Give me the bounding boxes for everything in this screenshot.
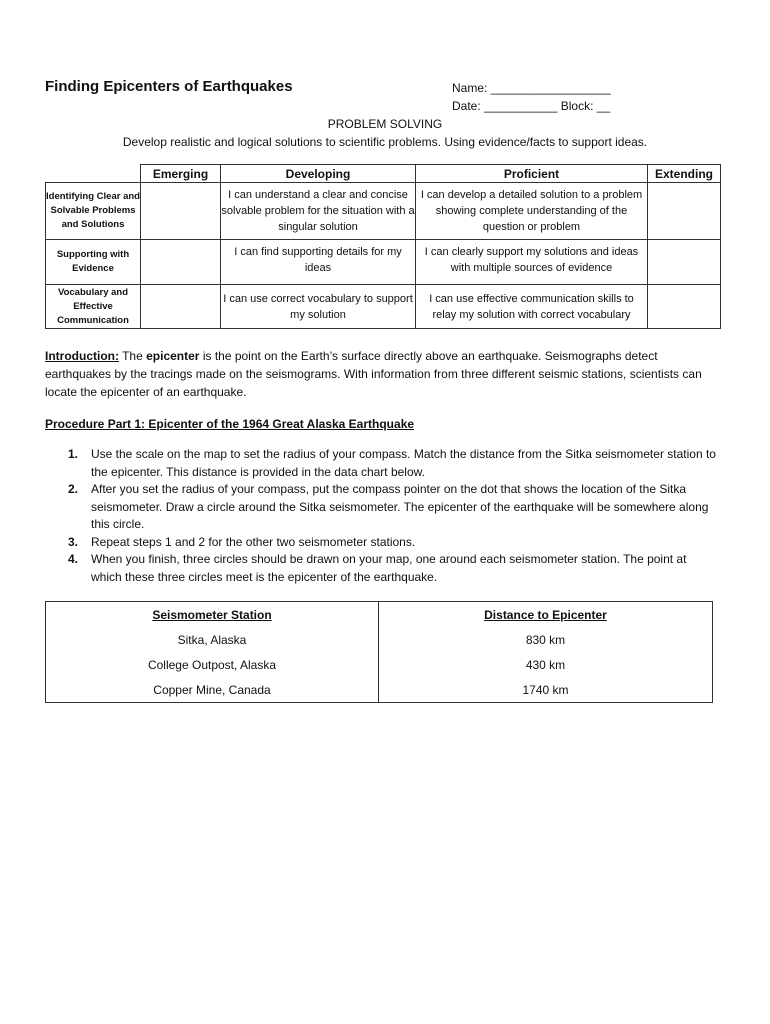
- rubric-emerging-cell: [141, 240, 221, 285]
- rubric-col-emerging: Emerging: [141, 165, 221, 183]
- rubric-proficient-cell: I can clearly support my solutions and ideas with multiple sources of evidence: [416, 240, 648, 285]
- procedure-step: [68, 481, 718, 534]
- station-column-header: Seismometer Station: [46, 602, 379, 628]
- rubric-row-label: Supporting with Evidence: [46, 240, 141, 285]
- rubric-corner-cell: [46, 165, 141, 183]
- procedure-steps-list: [68, 446, 718, 586]
- station-cell: Sitka, Alaska: [46, 627, 379, 652]
- data-table-header-row: [46, 602, 713, 628]
- procedure-step: [68, 534, 718, 552]
- procedure-step: [68, 446, 718, 481]
- rubric-table: [45, 164, 721, 329]
- rubric-emerging-cell: [141, 183, 221, 240]
- procedure-step: [68, 551, 718, 586]
- rubric-proficient-cell: I can use effective communication skills to relay my solution with correct vocabulary: [416, 285, 648, 329]
- rubric-row: [46, 240, 721, 285]
- rubric-col-extending: Extending: [648, 165, 721, 183]
- station-cell: College Outpost, Alaska: [46, 652, 379, 677]
- table-row: [46, 627, 713, 652]
- step-text: Use the scale on the map to set the radius of your compass. Match the distance from the Sitka seismometer station to the epicenter. This distance is provided in the data chart below.: [91, 447, 716, 479]
- step-number: 4.: [68, 552, 79, 566]
- problem-solving-heading: PROBLEM SOLVING: [327, 117, 443, 131]
- procedure-heading: Procedure Part 1: Epicenter of the 1964 Great Alaska Earthquake: [45, 417, 415, 431]
- seismometer-data-table: [45, 601, 713, 703]
- rubric-row-label: Identifying Clear and Solvable Problems and Solutions: [46, 183, 141, 240]
- rubric-extending-cell: [648, 285, 721, 329]
- table-row: [46, 677, 713, 703]
- rubric-row: [46, 183, 721, 240]
- rubric-extending-cell: [648, 240, 721, 285]
- date-block-field[interactable]: Date: ___________ Block: __: [452, 99, 611, 113]
- introduction-label: Introduction:: [45, 349, 119, 363]
- introduction-text-after: is the point on the Earth’s surface directly above an earthquake. Seismographs detect earthquakes by the tracings made on the seismograms. With information from three different seismic stations, scientists can locate the epicenter of an earthquake.: [45, 349, 702, 399]
- distance-cell: 830 km: [379, 627, 713, 652]
- rubric-emerging-cell: [141, 285, 221, 329]
- rubric-developing-cell: I can understand a clear and concise solvable problem for the situation with a singular solution: [221, 183, 416, 240]
- rubric-row: [46, 285, 721, 329]
- step-number: 1.: [68, 447, 79, 461]
- distance-column-header: Distance to Epicenter: [379, 602, 713, 628]
- distance-cell: 1740 km: [379, 677, 713, 703]
- problem-solving-description: Develop realistic and logical solutions to scientific problems. Using evidence/facts to support ideas.: [122, 135, 648, 149]
- step-text: After you set the radius of your compass, put the compass pointer on the dot that shows the location of the Sitka seismometer. Draw a circle around the Sitka seismometer. The epicenter of the earthquake will be somewhere along this circle.: [91, 482, 709, 531]
- step-number: 3.: [68, 534, 79, 549]
- rubric-row-label: Vocabulary and Effective Communication: [46, 285, 141, 329]
- distance-cell: 430 km: [379, 652, 713, 677]
- step-text: When you finish, three circles should be drawn on your map, one around each seismometer station. The point at which these three circles meet is the epicenter of the earthquake.: [91, 552, 687, 584]
- name-field[interactable]: Name: __________________: [452, 81, 611, 95]
- step-number: 2.: [68, 482, 79, 496]
- table-row: [46, 652, 713, 677]
- rubric-developing-cell: I can use correct vocabulary to support my solution: [221, 285, 416, 329]
- introduction-keyword: epicenter: [146, 349, 200, 363]
- rubric-developing-cell: I can find supporting details for my ideas: [221, 240, 416, 285]
- introduction-paragraph: [45, 347, 715, 401]
- rubric-col-proficient: Proficient: [416, 165, 648, 183]
- rubric-col-developing: Developing: [221, 165, 416, 183]
- station-cell: Copper Mine, Canada: [46, 677, 379, 703]
- rubric-header-row: [46, 165, 721, 183]
- rubric-extending-cell: [648, 183, 721, 240]
- step-text: Repeat steps 1 and 2 for the other two seismometer stations.: [91, 534, 416, 549]
- rubric-proficient-cell: I can develop a detailed solution to a problem showing complete understanding of the question or problem: [416, 183, 648, 240]
- page-title: Finding Epicenters of Earthquakes: [45, 78, 293, 95]
- introduction-text-before: The: [118, 349, 147, 363]
